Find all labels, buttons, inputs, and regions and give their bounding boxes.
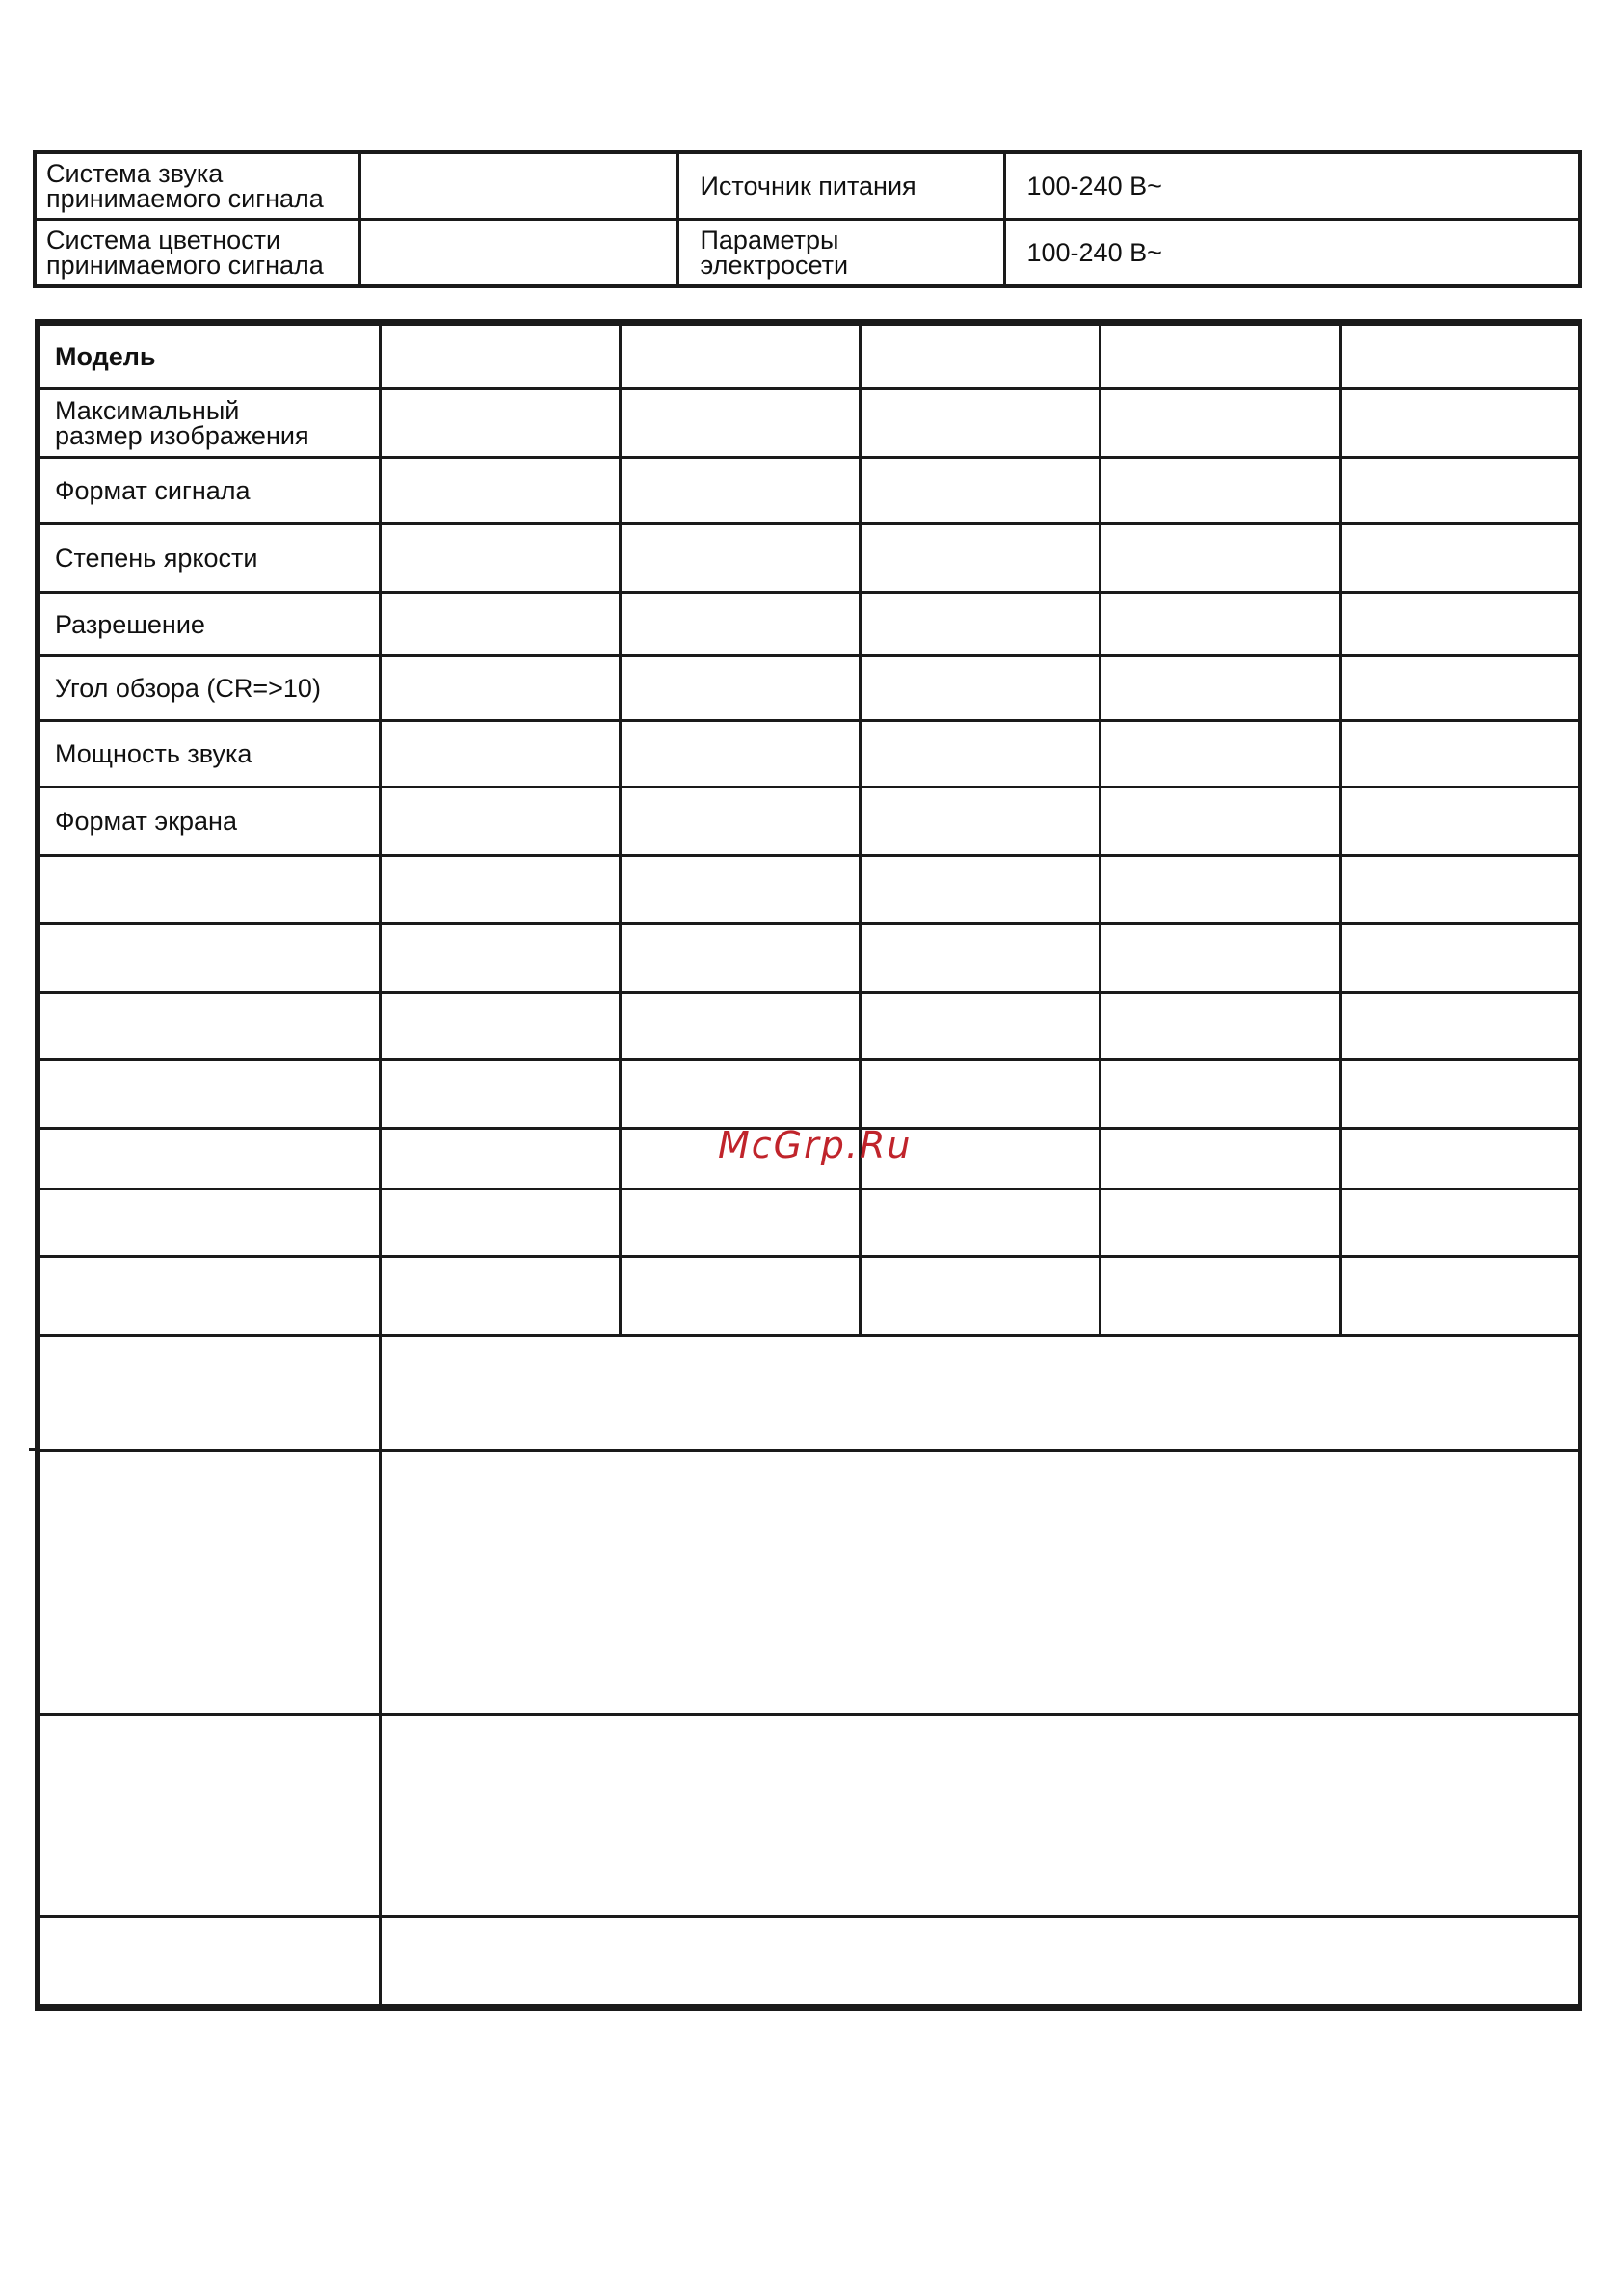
row-label: Угол обзора (CR=>10) (38, 656, 381, 721)
table-cell (1341, 856, 1580, 924)
row-label (38, 1917, 381, 2008)
table-row (38, 1060, 1580, 1129)
table-cell (621, 389, 861, 458)
row-label (38, 924, 381, 993)
table-cell (621, 788, 861, 856)
table-row (35, 220, 1580, 287)
table-cell (381, 593, 621, 656)
table-cell (1101, 924, 1341, 993)
table-cell (1101, 1060, 1341, 1129)
table-cell (1341, 1129, 1580, 1189)
row-label (38, 1336, 381, 1451)
table-row (38, 924, 1580, 993)
row-label (38, 1189, 381, 1257)
table-cell (1101, 1257, 1341, 1336)
table-cell (621, 993, 861, 1060)
table-cell (1341, 721, 1580, 788)
table-row (38, 389, 1580, 458)
row-label (38, 856, 381, 924)
table-cell (1101, 788, 1341, 856)
row-label: Формат сигнала (38, 458, 381, 524)
table-row (38, 993, 1580, 1060)
table-row (38, 656, 1580, 721)
table-cell (1101, 323, 1341, 389)
table-cell (621, 1060, 861, 1129)
wide-cell (381, 1715, 1580, 1917)
table-row (38, 524, 1580, 593)
table-row (38, 1257, 1580, 1336)
table-cell (1101, 1129, 1341, 1189)
table-row (38, 1336, 1580, 1451)
table-cell (1341, 993, 1580, 1060)
table-cell (381, 856, 621, 924)
mains-params-label: Параметры электросети (677, 220, 1004, 287)
table-cell (1341, 656, 1580, 721)
table-cell (621, 524, 861, 593)
table-row (38, 323, 1580, 389)
table-cell (381, 788, 621, 856)
table-cell (861, 458, 1101, 524)
table-cell (861, 856, 1101, 924)
table-cell (1101, 1189, 1341, 1257)
color-system-value (359, 220, 677, 287)
top-info-table (33, 150, 1582, 288)
table-row (38, 593, 1580, 656)
row-label (38, 1715, 381, 1917)
sound-system-label: Система звука принимаемого сигнала (35, 152, 359, 220)
table-cell (1341, 788, 1580, 856)
table-cell (621, 924, 861, 993)
table-row (38, 788, 1580, 856)
table-cell (381, 323, 621, 389)
table-cell (381, 458, 621, 524)
table-cell (861, 389, 1101, 458)
table-cell (1101, 389, 1341, 458)
table-cell (861, 656, 1101, 721)
table-cell (621, 656, 861, 721)
power-source-value: 100-240 В~ (1004, 152, 1580, 220)
table-cell (621, 323, 861, 389)
table-cell (381, 1129, 621, 1189)
table-row (38, 1451, 1580, 1715)
row-label (38, 1060, 381, 1129)
margin-tick (29, 1448, 37, 1451)
wide-cell (381, 1917, 1580, 2008)
table-cell (1341, 1060, 1580, 1129)
row-label (38, 1129, 381, 1189)
table-cell (861, 993, 1101, 1060)
table-cell (381, 721, 621, 788)
table-cell (1101, 458, 1341, 524)
table-row (35, 152, 1580, 220)
table-cell (1341, 323, 1580, 389)
row-label (38, 1451, 381, 1715)
table-cell (861, 1189, 1101, 1257)
table-cell (621, 458, 861, 524)
table-cell (621, 856, 861, 924)
table-cell (381, 924, 621, 993)
table-row (38, 1189, 1580, 1257)
table-row (38, 721, 1580, 788)
table-cell (1101, 993, 1341, 1060)
table-cell (1341, 458, 1580, 524)
row-label: Разрешение (38, 593, 381, 656)
row-label: Максимальный размер изображения (38, 389, 381, 458)
table-cell (861, 721, 1101, 788)
table-row (38, 1715, 1580, 1917)
mains-params-value: 100-240 В~ (1004, 220, 1580, 287)
table-cell (1341, 593, 1580, 656)
table-cell (381, 1060, 621, 1129)
watermark: McGrp.Ru (718, 1124, 913, 1166)
table-cell (1101, 721, 1341, 788)
power-source-label: Источник питания (677, 152, 1004, 220)
table-cell (381, 524, 621, 593)
wide-cell (381, 1336, 1580, 1451)
table-cell (1101, 856, 1341, 924)
table-cell (861, 323, 1101, 389)
table-cell (381, 1257, 621, 1336)
row-label (38, 1257, 381, 1336)
table-cell (1101, 524, 1341, 593)
row-label: Модель (38, 323, 381, 389)
row-label: Степень яркости (38, 524, 381, 593)
table-cell (621, 1257, 861, 1336)
row-label: Мощность звука (38, 721, 381, 788)
table-cell (1101, 593, 1341, 656)
table-cell (861, 1060, 1101, 1129)
table-cell (861, 524, 1101, 593)
table-row (38, 458, 1580, 524)
table-cell (621, 721, 861, 788)
table-cell (1341, 524, 1580, 593)
table-cell (1341, 1189, 1580, 1257)
color-system-label: Система цветности принимаемого сигнала (35, 220, 359, 287)
table-cell (861, 788, 1101, 856)
table-cell (381, 993, 621, 1060)
table-cell (381, 389, 621, 458)
table-cell (1341, 1257, 1580, 1336)
table-row (38, 856, 1580, 924)
table-cell (861, 924, 1101, 993)
wide-cell (381, 1451, 1580, 1715)
table-cell (861, 1257, 1101, 1336)
row-label (38, 993, 381, 1060)
table-cell (621, 593, 861, 656)
table-cell (1101, 656, 1341, 721)
table-row (38, 1917, 1580, 2008)
table-cell (381, 1189, 621, 1257)
table-cell (1341, 389, 1580, 458)
row-label: Формат экрана (38, 788, 381, 856)
sound-system-value (359, 152, 677, 220)
table-cell (381, 656, 621, 721)
table-cell (621, 1189, 861, 1257)
table-cell (1341, 924, 1580, 993)
table-cell (861, 593, 1101, 656)
